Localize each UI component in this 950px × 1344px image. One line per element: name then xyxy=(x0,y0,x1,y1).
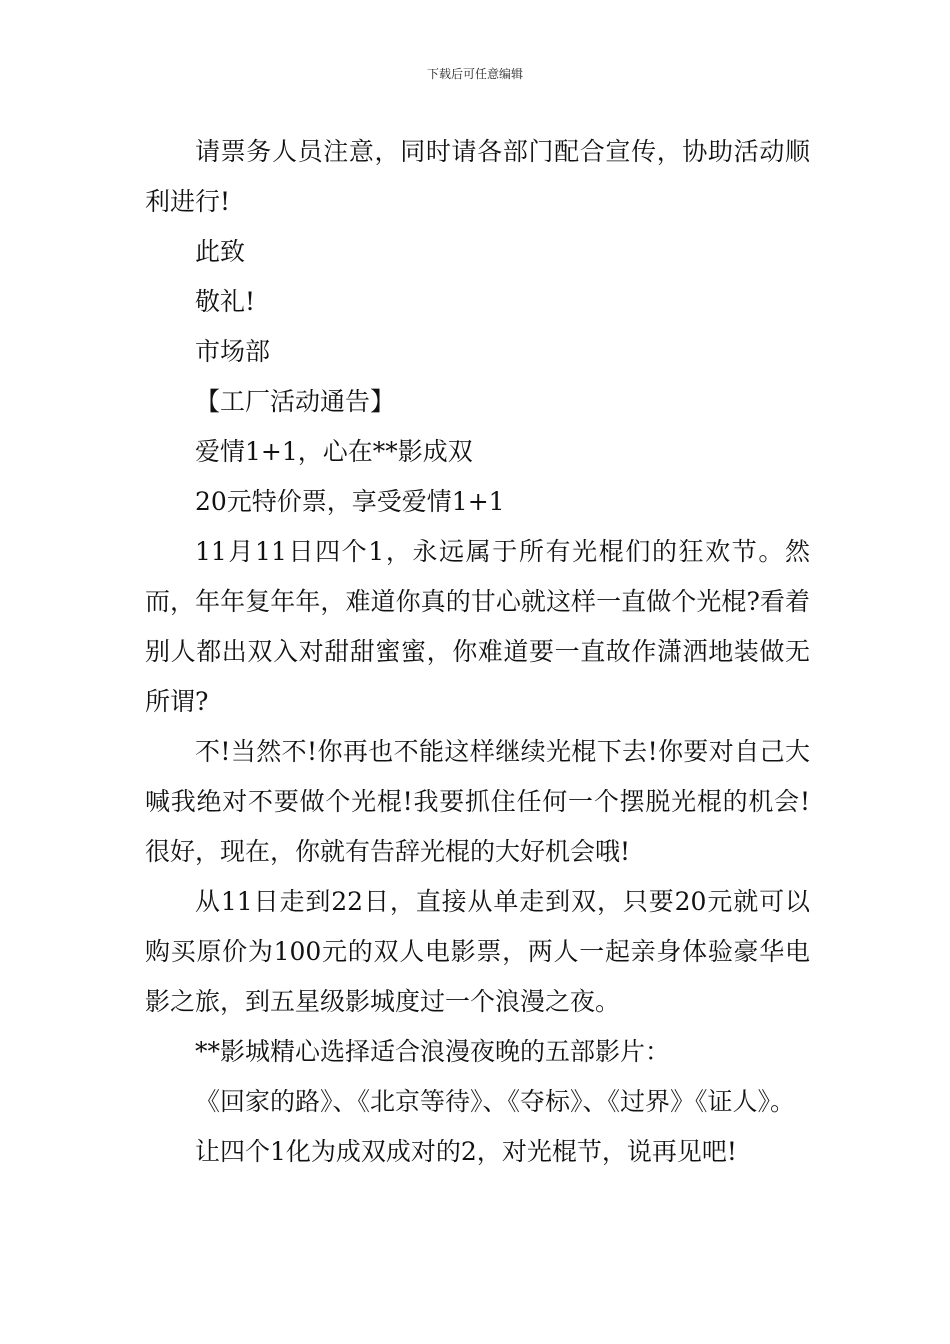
document-body xyxy=(145,127,810,1177)
paragraph-department: 市场部 xyxy=(195,337,271,366)
paragraph-salutation: 此致 xyxy=(195,237,246,266)
paragraph-body-1: 11月11日四个1，永远属于所有光棍们的狂欢节。然而，年年复年年，难道你真的甘心就这样一直做个光棍?看着别人都出双入对甜甜蜜蜜，你难道要一直故作潇洒地装做无所谓? xyxy=(145,537,810,716)
paragraph-regards: 敬礼! xyxy=(195,287,256,316)
paragraph-body-4: **影城精心选择适合浪漫夜晚的五部影片： xyxy=(195,1037,671,1066)
paragraph-film-list: 《回家的路》、《北京等待》、《夺标》、《过界》《证人》。 xyxy=(195,1087,796,1116)
paragraph-body-2: 不!当然不!你再也不能这样继续光棍下去!你要对自己大喊我绝对不要做个光棍!我要抓住任何一个摆脱光棍的机会!很好，现在，你就有告辞光棍的大好机会哦! xyxy=(145,737,810,866)
paragraph-slogan-1: 爱情1+1，心在**影成双 xyxy=(195,437,473,466)
header-note: 下载后可任意编辑 xyxy=(426,67,523,81)
paragraph-body-3: 从11日走到22日，直接从单走到双，只要20元就可以购买原价为100元的双人电影票，两人一起亲身体验豪华电影之旅，到五星级影城度过一个浪漫之夜。 xyxy=(145,887,810,1016)
paragraph-notice: 请票务人员注意，同时请各部门配合宣传，协助活动顺利进行! xyxy=(145,137,810,216)
paragraph-slogan-2: 20元特价票，享受爱情1+1 xyxy=(195,487,505,516)
section-title: 【工厂活动通告】 xyxy=(195,387,396,416)
paragraph-closing: 让四个1化为成双成对的2，对光棍节，说再见吧! xyxy=(195,1137,737,1166)
